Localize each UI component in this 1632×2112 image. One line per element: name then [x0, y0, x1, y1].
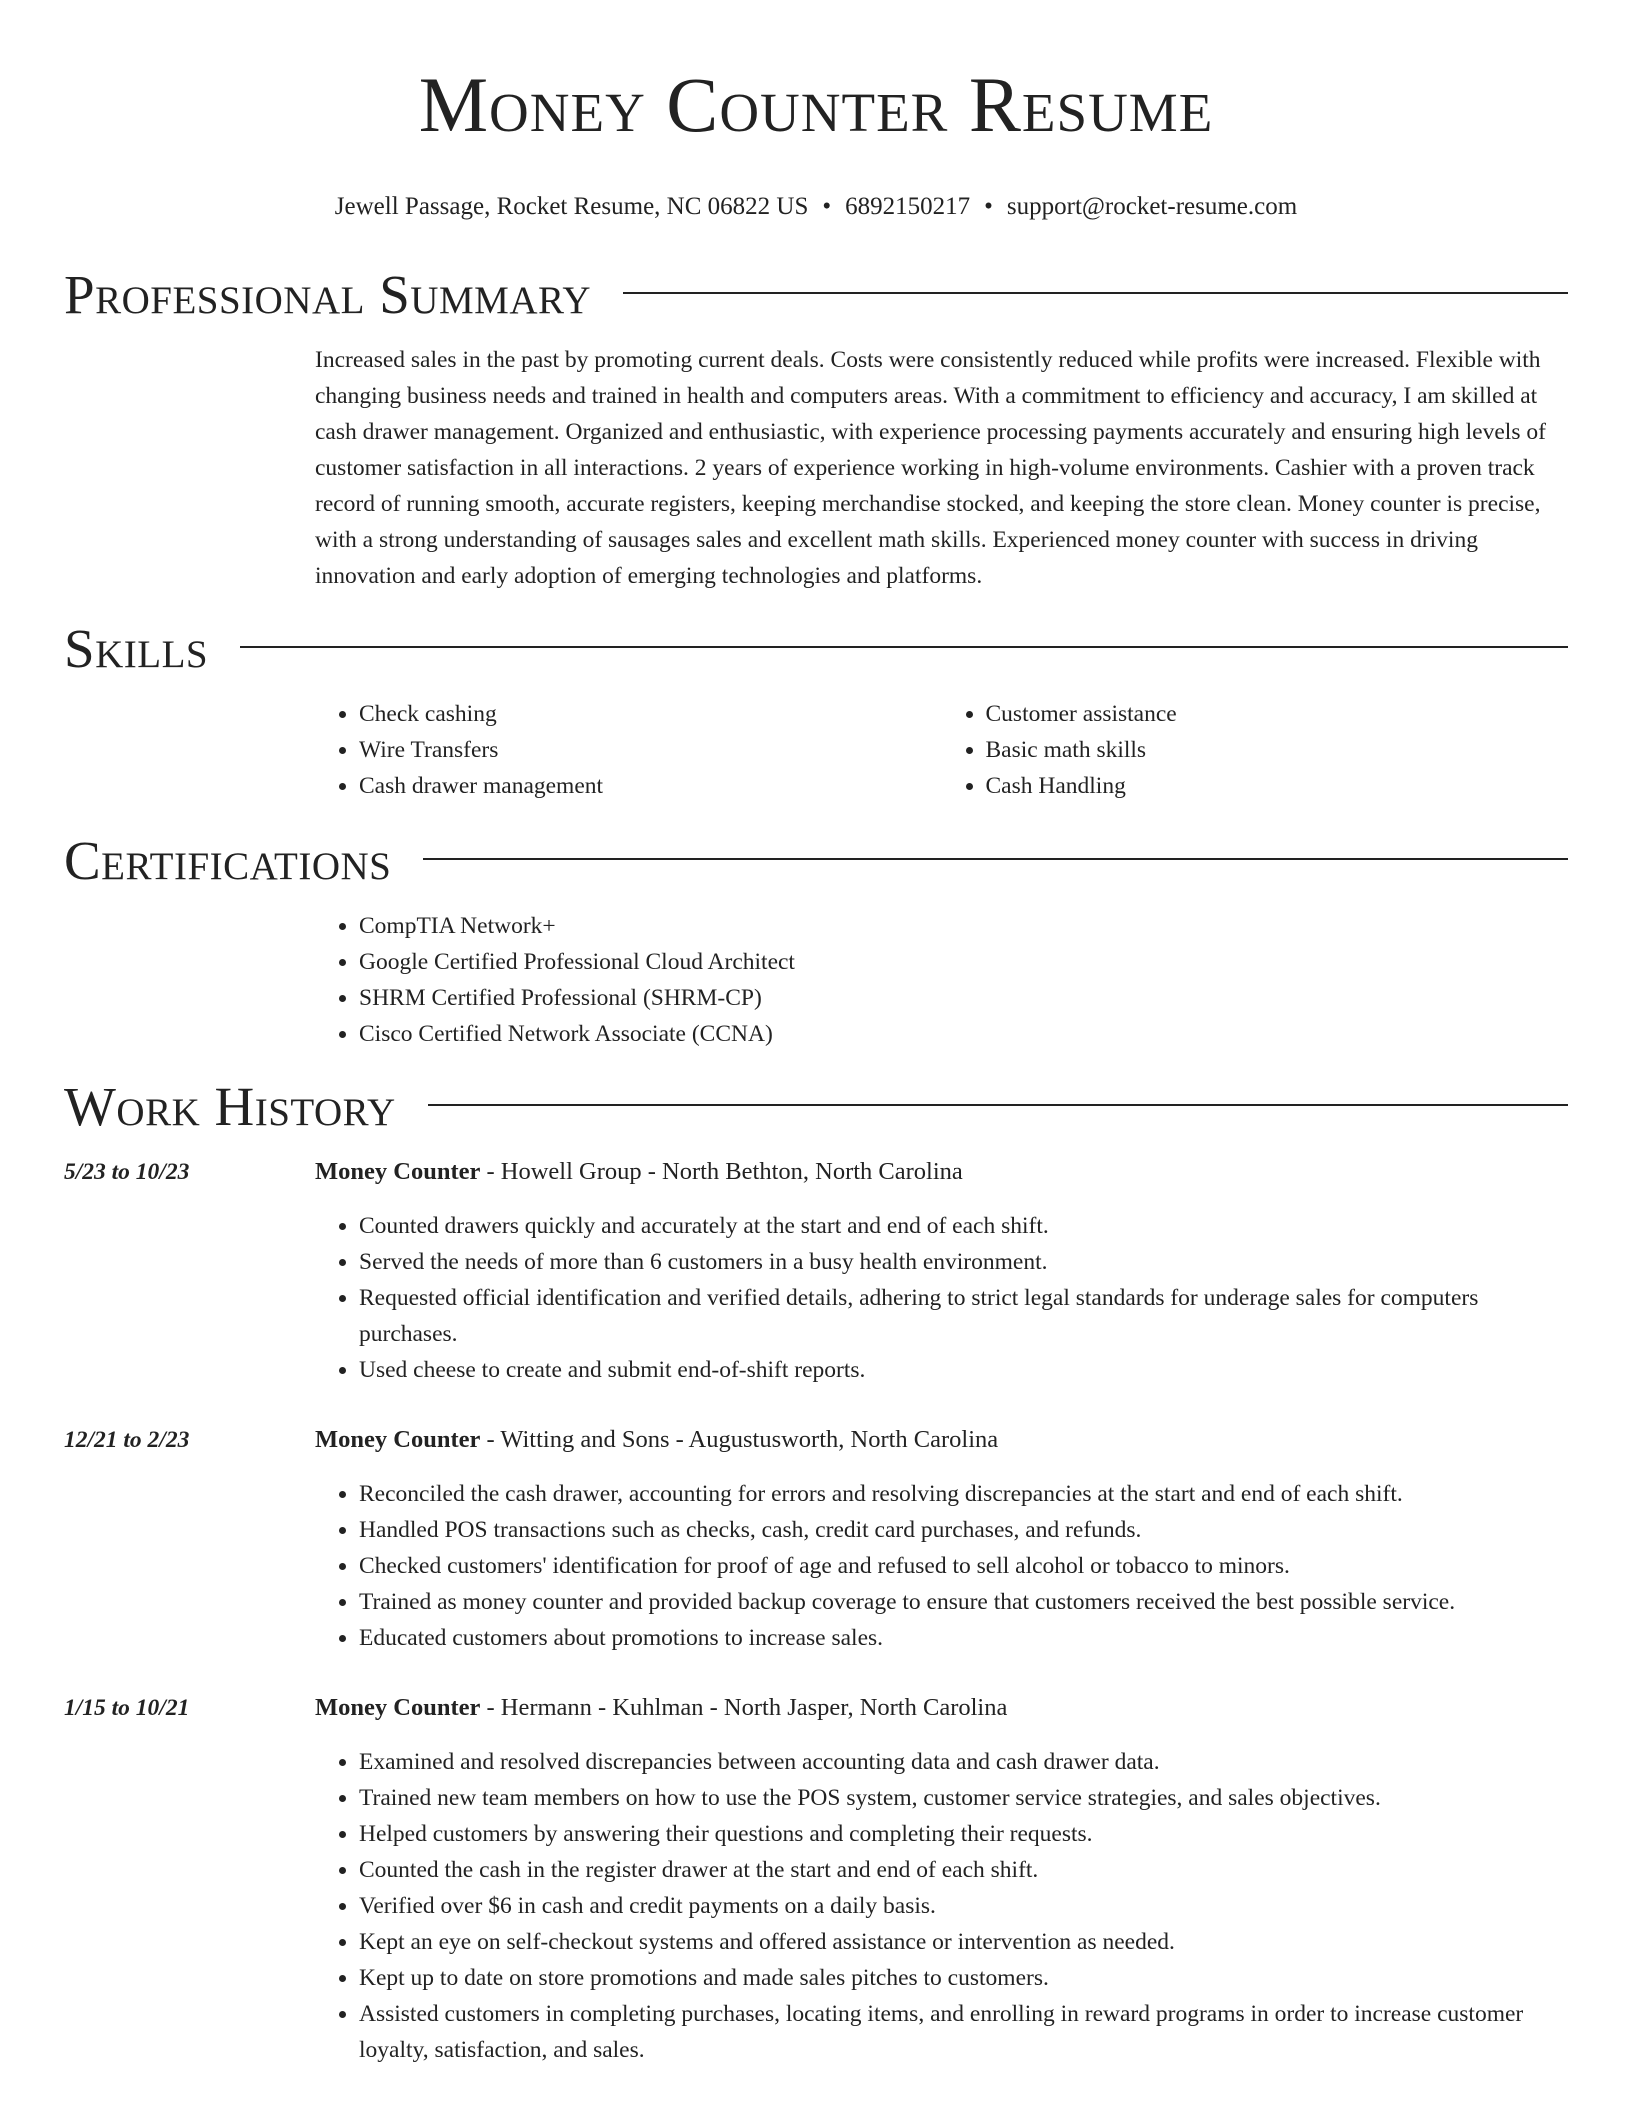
- job-bullet: • Kept an eye on self-checkout systems and offered assistance or intervention as needed.: [359, 1924, 1568, 1960]
- job-employer: - Hermann - Kuhlman - North Jasper, North Carolina: [480, 1694, 1008, 1721]
- job-entry: [64, 1154, 1568, 1388]
- job-details: [315, 1690, 1568, 2068]
- skill-item: • Wire Transfers: [359, 732, 942, 768]
- certification-item: • SHRM Certified Professional (SHRM-CP): [359, 980, 1568, 1016]
- job-bullets: [315, 1208, 1568, 1388]
- resume-title: Money Counter Resume: [418, 61, 1214, 148]
- contact-separator: •: [984, 193, 993, 220]
- skills-list: [315, 696, 1568, 804]
- certifications-list: [315, 908, 1568, 1052]
- certifications-heading: Certifications: [64, 830, 392, 891]
- job-bullet: • Verified over $6 in cash and credit payments on a daily basis.: [359, 1888, 1568, 1924]
- job-employer: - Witting and Sons - Augustusworth, North Carolina: [480, 1426, 999, 1453]
- job-bullet: • Requested official identification and verified details, adhering to strict legal standards for underage sales for computers purchases.: [359, 1280, 1568, 1352]
- contact-address: Jewell Passage, Rocket Resume, NC 06822 US: [334, 193, 809, 220]
- job-bullets: [315, 1476, 1568, 1656]
- job-entry: [64, 1422, 1568, 1656]
- certifications-section-header: [64, 828, 1568, 894]
- job-bullet: • Trained as money counter and provided backup coverage to ensure that customers received the best possible service.: [359, 1584, 1568, 1620]
- job-bullet: • Kept up to date on store promotions and made sales pitches to customers.: [359, 1960, 1568, 1996]
- job-details: [315, 1154, 1568, 1388]
- job-dates: 5/23 to 10/23: [64, 1159, 190, 1185]
- job-details: [315, 1422, 1568, 1656]
- skills-left-column: [315, 696, 942, 804]
- skills-section-header: [64, 616, 1568, 682]
- summary-section-header: [64, 262, 1568, 328]
- job-header: [315, 1154, 1568, 1190]
- job-dates: 12/21 to 2/23: [64, 1427, 190, 1453]
- job-employer: - Howell Group - North Bethton, North Carolina: [480, 1158, 963, 1185]
- certification-item: • CompTIA Network+: [359, 908, 1568, 944]
- job-bullet: • Trained new team members on how to use the POS system, customer service strategies, and sales objectives.: [359, 1780, 1568, 1816]
- job-bullet: • Helped customers by answering their questions and completing their requests.: [359, 1816, 1568, 1852]
- skill-item: • Cash drawer management: [359, 768, 942, 804]
- job-title: Money Counter: [315, 1426, 481, 1453]
- section-divider: [240, 646, 1568, 648]
- job-bullet: • Examined and resolved discrepancies between accounting data and cash drawer data.: [359, 1744, 1568, 1780]
- job-title: Money Counter: [315, 1694, 481, 1721]
- contact-email: support@rocket-resume.com: [1006, 193, 1298, 220]
- contact-line: [64, 190, 1568, 224]
- job-entry: [64, 1690, 1568, 2068]
- skill-item: • Cash Handling: [986, 768, 1569, 804]
- work-history-heading: Work History: [64, 1076, 396, 1137]
- skill-item: • Customer assistance: [986, 696, 1569, 732]
- contact-phone: 6892150217: [845, 193, 971, 220]
- job-bullet: • Checked customers' identification for proof of age and refused to sell alcohol or tobacco to minors.: [359, 1548, 1568, 1584]
- job-bullet: • Counted drawers quickly and accurately at the start and end of each shift.: [359, 1208, 1568, 1244]
- job-bullet: • Used cheese to create and submit end-of-shift reports.: [359, 1352, 1568, 1388]
- section-divider: [623, 292, 1568, 294]
- contact-separator: •: [822, 193, 832, 220]
- skills-right-column: [942, 696, 1569, 804]
- job-bullet: • Handled POS transactions such as checks, cash, credit card purchases, and refunds.: [359, 1512, 1568, 1548]
- job-dates: 1/15 to 10/21: [64, 1695, 190, 1721]
- section-divider: [428, 1104, 1568, 1106]
- job-bullets: [315, 1744, 1568, 2068]
- skills-heading: Skills: [64, 618, 209, 679]
- job-bullet: • Counted the cash in the register drawer at the start and end of each shift.: [359, 1852, 1568, 1888]
- job-header: [315, 1690, 1568, 1726]
- job-bullet: • Served the needs of more than 6 customers in a busy health environment.: [359, 1244, 1568, 1280]
- summary-heading: Professional Summary: [64, 264, 592, 325]
- skill-item: • Basic math skills: [986, 732, 1569, 768]
- job-bullet: • Educated customers about promotions to increase sales.: [359, 1620, 1568, 1656]
- section-divider: [423, 858, 1568, 860]
- job-title: Money Counter: [315, 1158, 481, 1185]
- job-bullet: • Reconciled the cash drawer, accounting for errors and resolving discrepancies at the start and end of each shift.: [359, 1476, 1568, 1512]
- work-history-list: [64, 1154, 1568, 2068]
- certification-item: • Google Certified Professional Cloud Architect: [359, 944, 1568, 980]
- certification-item: • Cisco Certified Network Associate (CCNA): [359, 1016, 1568, 1052]
- job-bullet: • Assisted customers in completing purchases, locating items, and enrolling in reward programs in order to increase customer loyalty, satisfaction, and sales.: [359, 1996, 1568, 2068]
- skill-item: • Check cashing: [359, 696, 942, 732]
- job-header: [315, 1422, 1568, 1458]
- summary-text: Increased sales in the past by promoting current deals. Costs were consistently reduced while profits were increased. Flexible with changing business needs and trained in health and computers areas. With a commitment to efficiency and accuracy, I am skilled at cash drawer management. Organized and enthusiastic, with experience processing payments accurately and ensuring high levels of customer satisfaction in all interactions. 2 years of experience working in high-volume environments. Cashier with a proven track record of running smooth, accurate registers, keeping merchandise stocked, and keeping the store clean. Money counter is precise, with a strong understanding of sausages sales and excellent math skills. Experienced money counter with success in driving innovation and early adoption of emerging technologies and platforms.: [315, 347, 1546, 589]
- work-history-section-header: [64, 1074, 1568, 1140]
